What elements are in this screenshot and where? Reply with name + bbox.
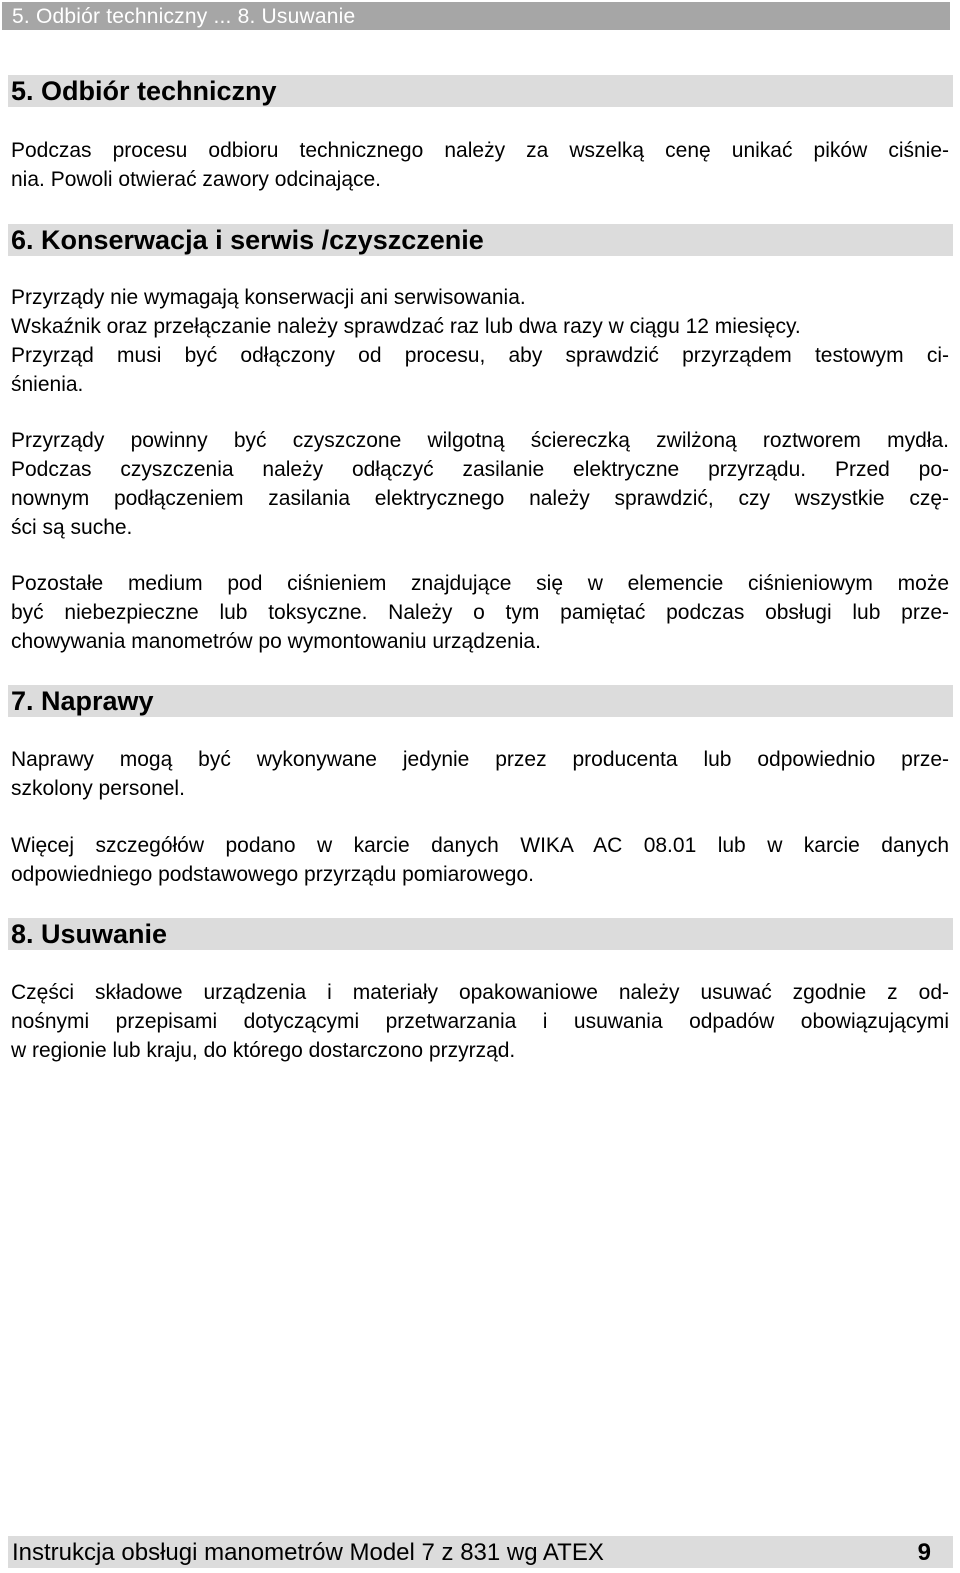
text-line: Więcej szczegółów podano w karcie danych WIKA AC 08.01 lub w karcie danych — [11, 834, 949, 857]
text-line: Wskaźnik oraz przełączanie należy sprawdzać raz lub dwa razy w ciągu 12 miesięcy. — [11, 315, 801, 338]
running-header-bar — [2, 2, 950, 30]
text-line: nownym podłączeniem zasilania elektrycznego należy sprawdzić, czy wszystkie czę- — [11, 487, 949, 510]
section-6-heading-bar — [8, 224, 953, 256]
section-5-paragraph-1 — [11, 136, 949, 194]
section-7-heading-bar — [8, 685, 953, 717]
text-line: nia. Powoli otwierać zawory odcinające. — [11, 168, 382, 191]
section-8-heading-bar — [8, 918, 953, 950]
text-line: Pozostałe medium pod ciśnieniem znajdujące się w elemencie ciśnieniowym może — [11, 572, 949, 595]
text-line: być niebezpieczne lub toksyczne. Należy o tym pamiętać podczas obsługi lub prze- — [11, 601, 949, 624]
text-line: Podczas czyszczenia należy odłączyć zasilanie elektryczne przyrządu. Przed po- — [11, 458, 949, 481]
section-6-heading: 6. Konserwacja i serwis /czyszczenie — [11, 225, 484, 255]
running-header-title: 5. Odbiór techniczny ... 8. Usuwanie — [12, 5, 356, 28]
text-line: szkolony personel. — [11, 777, 185, 800]
section-7-paragraph-2 — [11, 831, 949, 889]
section-8-paragraph-1 — [11, 978, 949, 1065]
text-line: ści są suche. — [11, 516, 133, 539]
section-5-heading: 5. Odbiór techniczny — [11, 76, 277, 106]
text-line: śnienia. — [11, 373, 84, 396]
text-line: odpowiedniego podstawowego przyrządu pomiarowego. — [11, 863, 535, 886]
section-6-paragraph-1 — [11, 283, 949, 399]
text-line: Przyrząd musi być odłączony od procesu, aby sprawdzić przyrządem testowym ci- — [11, 344, 949, 367]
text-line: Przyrządy nie wymagają konserwacji ani serwisowania. — [11, 286, 526, 309]
text-line: Części składowe urządzenia i materiały opakowaniowe należy usuwać zgodnie z od- — [11, 981, 949, 1004]
page-footer — [8, 1536, 953, 1568]
section-6-paragraph-3 — [11, 569, 949, 656]
text-line: Naprawy mogą być wykonywane jedynie przez producenta lub odpowiednio prze- — [11, 748, 949, 771]
text-line: nośnymi przepisami dotyczącymi przetwarzania i usuwania odpadów obowiązującymi — [11, 1010, 949, 1033]
text-line: chowywania manometrów po wymontowaniu urządzenia. — [11, 630, 541, 653]
section-5-heading-bar — [8, 75, 953, 107]
text-line: Podczas procesu odbioru technicznego należy za wszelką cenę unikać pików ciśnie- — [11, 139, 949, 162]
section-6-paragraph-2 — [11, 426, 949, 542]
section-7-heading: 7. Naprawy — [11, 686, 154, 716]
section-8-heading: 8. Usuwanie — [11, 919, 168, 949]
text-line: Przyrządy powinny być czyszczone wilgotną ściereczką zwilżoną roztworem mydła. — [11, 429, 949, 452]
page-number: 9 — [917, 1539, 931, 1566]
footer-document-title: Instrukcja obsługi manometrów Model 7 z 831 wg ATEX — [12, 1539, 604, 1566]
text-line: w regionie lub kraju, do którego dostarczono przyrząd. — [11, 1039, 516, 1062]
section-7-paragraph-1 — [11, 745, 949, 803]
